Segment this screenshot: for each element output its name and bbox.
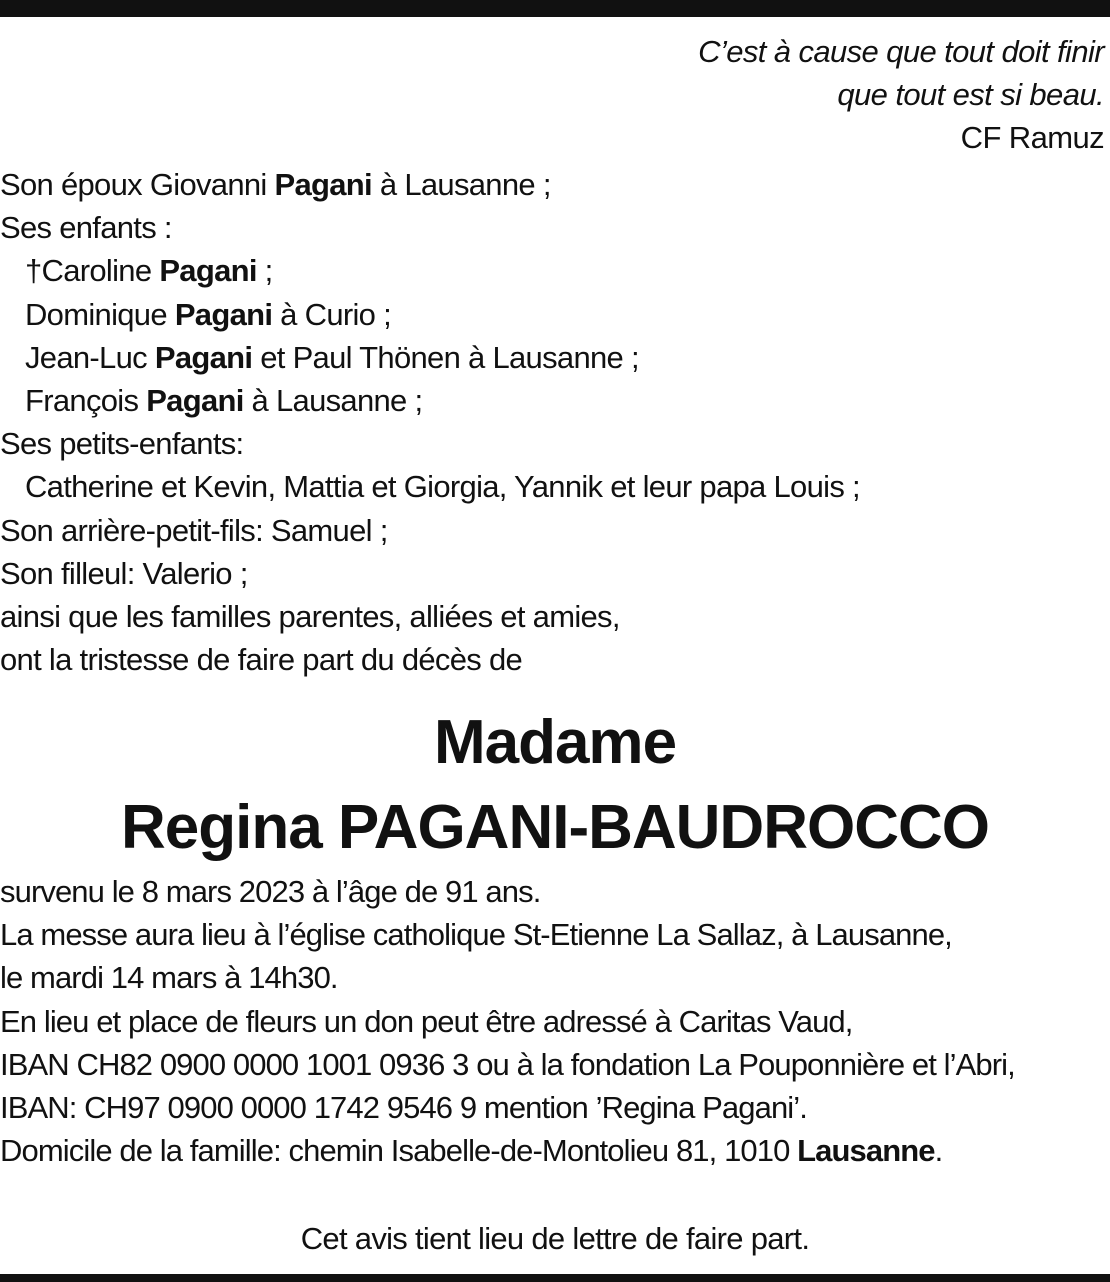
- domicile-line: Domicile de la famille: chemin Isabelle-de-Montolieu 81, 1010 Lausanne.: [0, 1133, 943, 1169]
- epigraph-line-1: C’est à cause que tout doit finir: [698, 34, 1104, 69]
- child-line: Jean-Luc Pagani et Paul Thönen à Lausanne ;: [25, 339, 639, 375]
- child-line: Dominique Pagani à Curio ;: [25, 296, 392, 332]
- donation-line-2: IBAN CH82 0900 0000 1001 0936 3 ou à la fondation La Pouponnière et l’Abri,: [0, 1046, 1015, 1082]
- deceased-name-block: [0, 700, 1110, 870]
- epigraph: [698, 30, 1104, 159]
- family-list: [0, 163, 1110, 681]
- announcement-line: ont la tristesse de faire part du décès de: [0, 642, 523, 678]
- families-line: ainsi que les familles parentes, alliées et amies,: [0, 599, 620, 635]
- spouse-line: Son époux Giovanni Pagani à Lausanne ;: [0, 167, 551, 202]
- donation-line-3: IBAN: CH97 0900 0000 1742 9546 9 mention ’Regina Pagani’.: [0, 1090, 807, 1126]
- epigraph-line-2: que tout est si beau.: [837, 77, 1104, 112]
- deceased-title: Madame: [433, 708, 677, 777]
- epigraph-author: CF Ramuz: [960, 120, 1104, 155]
- grandchildren-line: Catherine et Kevin, Mattia et Giorgia, Yannik et leur papa Louis ;: [25, 469, 860, 505]
- details: [0, 870, 1110, 1172]
- footer-note: Cet avis tient lieu de lettre de faire part.: [300, 1221, 810, 1256]
- mass-line-1: La messe aura lieu à l’église catholique St-Etienne La Sallaz, à Lausanne,: [0, 917, 952, 953]
- bottom-border: [0, 1274, 1110, 1282]
- mass-line-2: le mardi 14 mars à 14h30.: [0, 960, 338, 996]
- child-line: †Caroline Pagani ;: [25, 253, 273, 289]
- children-heading: Ses enfants :: [0, 210, 172, 246]
- donation-line-1: En lieu et place de fleurs un don peut être adressé à Caritas Vaud,: [0, 1003, 853, 1039]
- godson-line: Son filleul: Valerio ;: [0, 555, 248, 591]
- child-line: François Pagani à Lausanne ;: [25, 383, 423, 419]
- grandchildren-heading: Ses petits-enfants:: [0, 426, 244, 462]
- death-line: survenu le 8 mars 2023 à l’âge de 91 ans.: [0, 874, 541, 909]
- great-grandson-line: Son arrière-petit-fils: Samuel ;: [0, 512, 388, 548]
- deceased-name: Regina PAGANI-BAUDROCCO: [121, 793, 989, 862]
- top-border: [0, 0, 1110, 17]
